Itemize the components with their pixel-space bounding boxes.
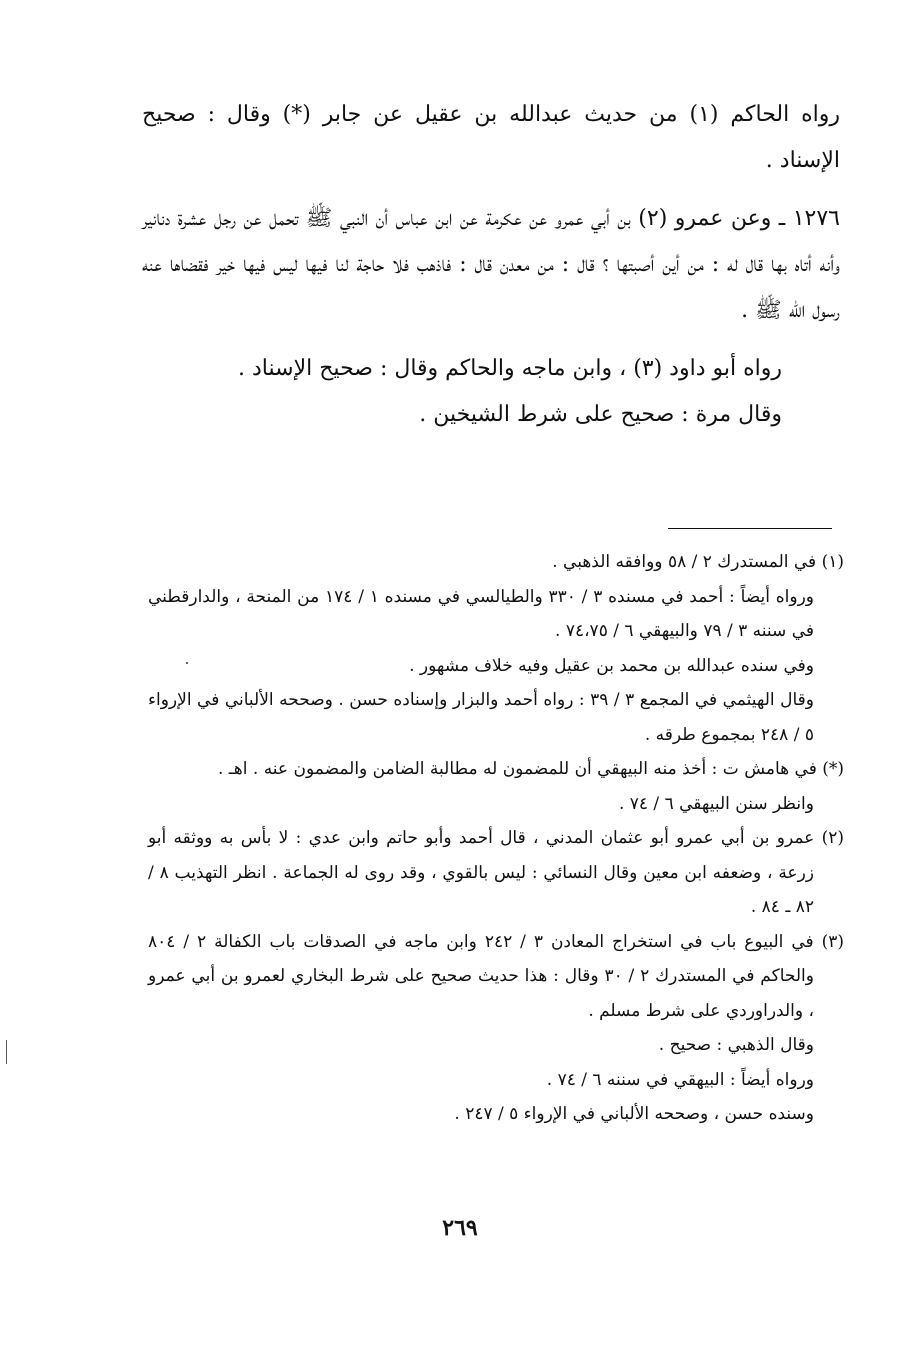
main-paragraph-hadith-1276: ١٢٧٦ ـ وعن عمرو (٢) بن أبي عمرو عن عكرمة عن ابن عباس أن النبي ﷺ تحمل عن رجل عشرة دنانير وأنه أتاه بها قال له : من أين أصبتها ؟ قال : من معدن قال : فاذهب فلا حاجة لنا فيها ليس فيها خير فقضاها عنه رسول الله ﷺ . — [142, 206, 840, 323]
scan-speck — [6, 1040, 7, 1064]
footnote-star-line-2: وانظر سنن البيهقي ٦ / ٧٤ . — [618, 793, 814, 814]
footnote-3-line-2: وقال الذهبي : صحيح . — [658, 1035, 814, 1055]
footnote-1-line-3: وفي سنده عبدالله بن محمد بن عقيل وفيه خلاف مشهور . — [409, 655, 814, 676]
page-number: ٢٦٩ — [442, 1215, 478, 1241]
footnote-2-line-1 — [148, 821, 844, 925]
footnote-3-mark: (٣) — [821, 931, 844, 952]
main-text — [142, 92, 840, 438]
footnote-3-text: في البيوع باب في استخراج المعادن ٣ / ٢٤٢ وابن ماجه في الصدقات باب الكفالة ٢ / ٨٠٤ والحاكم في المستدرك ٢ / ٣٠ وقال : هذا حديث صحيح على شرط البخاري لعمرو بن أبي عمرو ، والدراوردي على شرط مسلم . — [148, 931, 814, 1021]
footnote-2-mark: (٢) — [821, 828, 844, 848]
footnote-3-line-4: وسنده حسن ، وصححه الألباني في الإرواء ٥ / ٢٤٧ . — [454, 1104, 814, 1124]
footnote-3-line-3: ورواه أيضاً : البيهقي في سننه ٦ / ٧٤ . — [546, 1069, 814, 1090]
footnote-1-line-2: ورواه أيضاً : أحمد في مسنده ٣ / ٣٣٠ والطيالسي في مسنده ١ / ١٧٤ من المنحة ، والدارقطني في سننه ٣ / ٧٩ والبيهقي ٦ / ٧٤،٧٥ . — [148, 586, 815, 641]
main-paragraph-3: رواه أبو داود (٣) ، وابن ماجه والحاكم وقال : صحيح الإسناد . — [238, 356, 782, 381]
scan-speck — [186, 662, 188, 664]
footnotes — [148, 545, 844, 1132]
footnote-2-text: عمرو بن أبي عمرو أبو عثمان المدني ، قال أحمد وأبو حاتم وابن عدي : لا بأس به ووثقه أبو زرعة ، وضعفه ابن معين وقال النسائي : ليس بالقوي ، وقد روى له الجماعة . انظر التهذيب ٨ / ٨٢ ـ ٨٤ . — [148, 828, 815, 917]
footnote-star-text: في هامش ت : أخذ منه البيهقي أن للمضمون له مطالبة الضامن والمضمون عنه . اهـ . — [218, 759, 817, 779]
footnote-star-line-1 — [148, 752, 844, 787]
footnote-1-text: في المستدرك ٢ / ٥٨ ووافقه الذهبي . — [552, 552, 817, 572]
main-paragraph-4: وقال مرة : صحيح على شرط الشيخين . — [419, 402, 782, 427]
footnote-3-line-1 — [148, 925, 844, 1029]
footnote-star-mark: (*) — [822, 759, 844, 779]
footnote-1-mark: (١) — [821, 552, 844, 572]
footnote-1-line-4: وقال الهيثمي في المجمع ٣ / ٣٩ : رواه أحمد والبزار وإسناده حسن . وصححه الألباني في الإرواء ٥ / ٢٤٨ بمجموع طرقه . — [148, 690, 814, 745]
main-paragraph-1: رواه الحاكم (١) من حديث عبدالله بن عقيل عن جابر (*) وقال : صحيح الإسناد . — [142, 102, 840, 173]
footnote-divider — [668, 528, 832, 529]
footnote-1-line-1 — [148, 545, 844, 580]
